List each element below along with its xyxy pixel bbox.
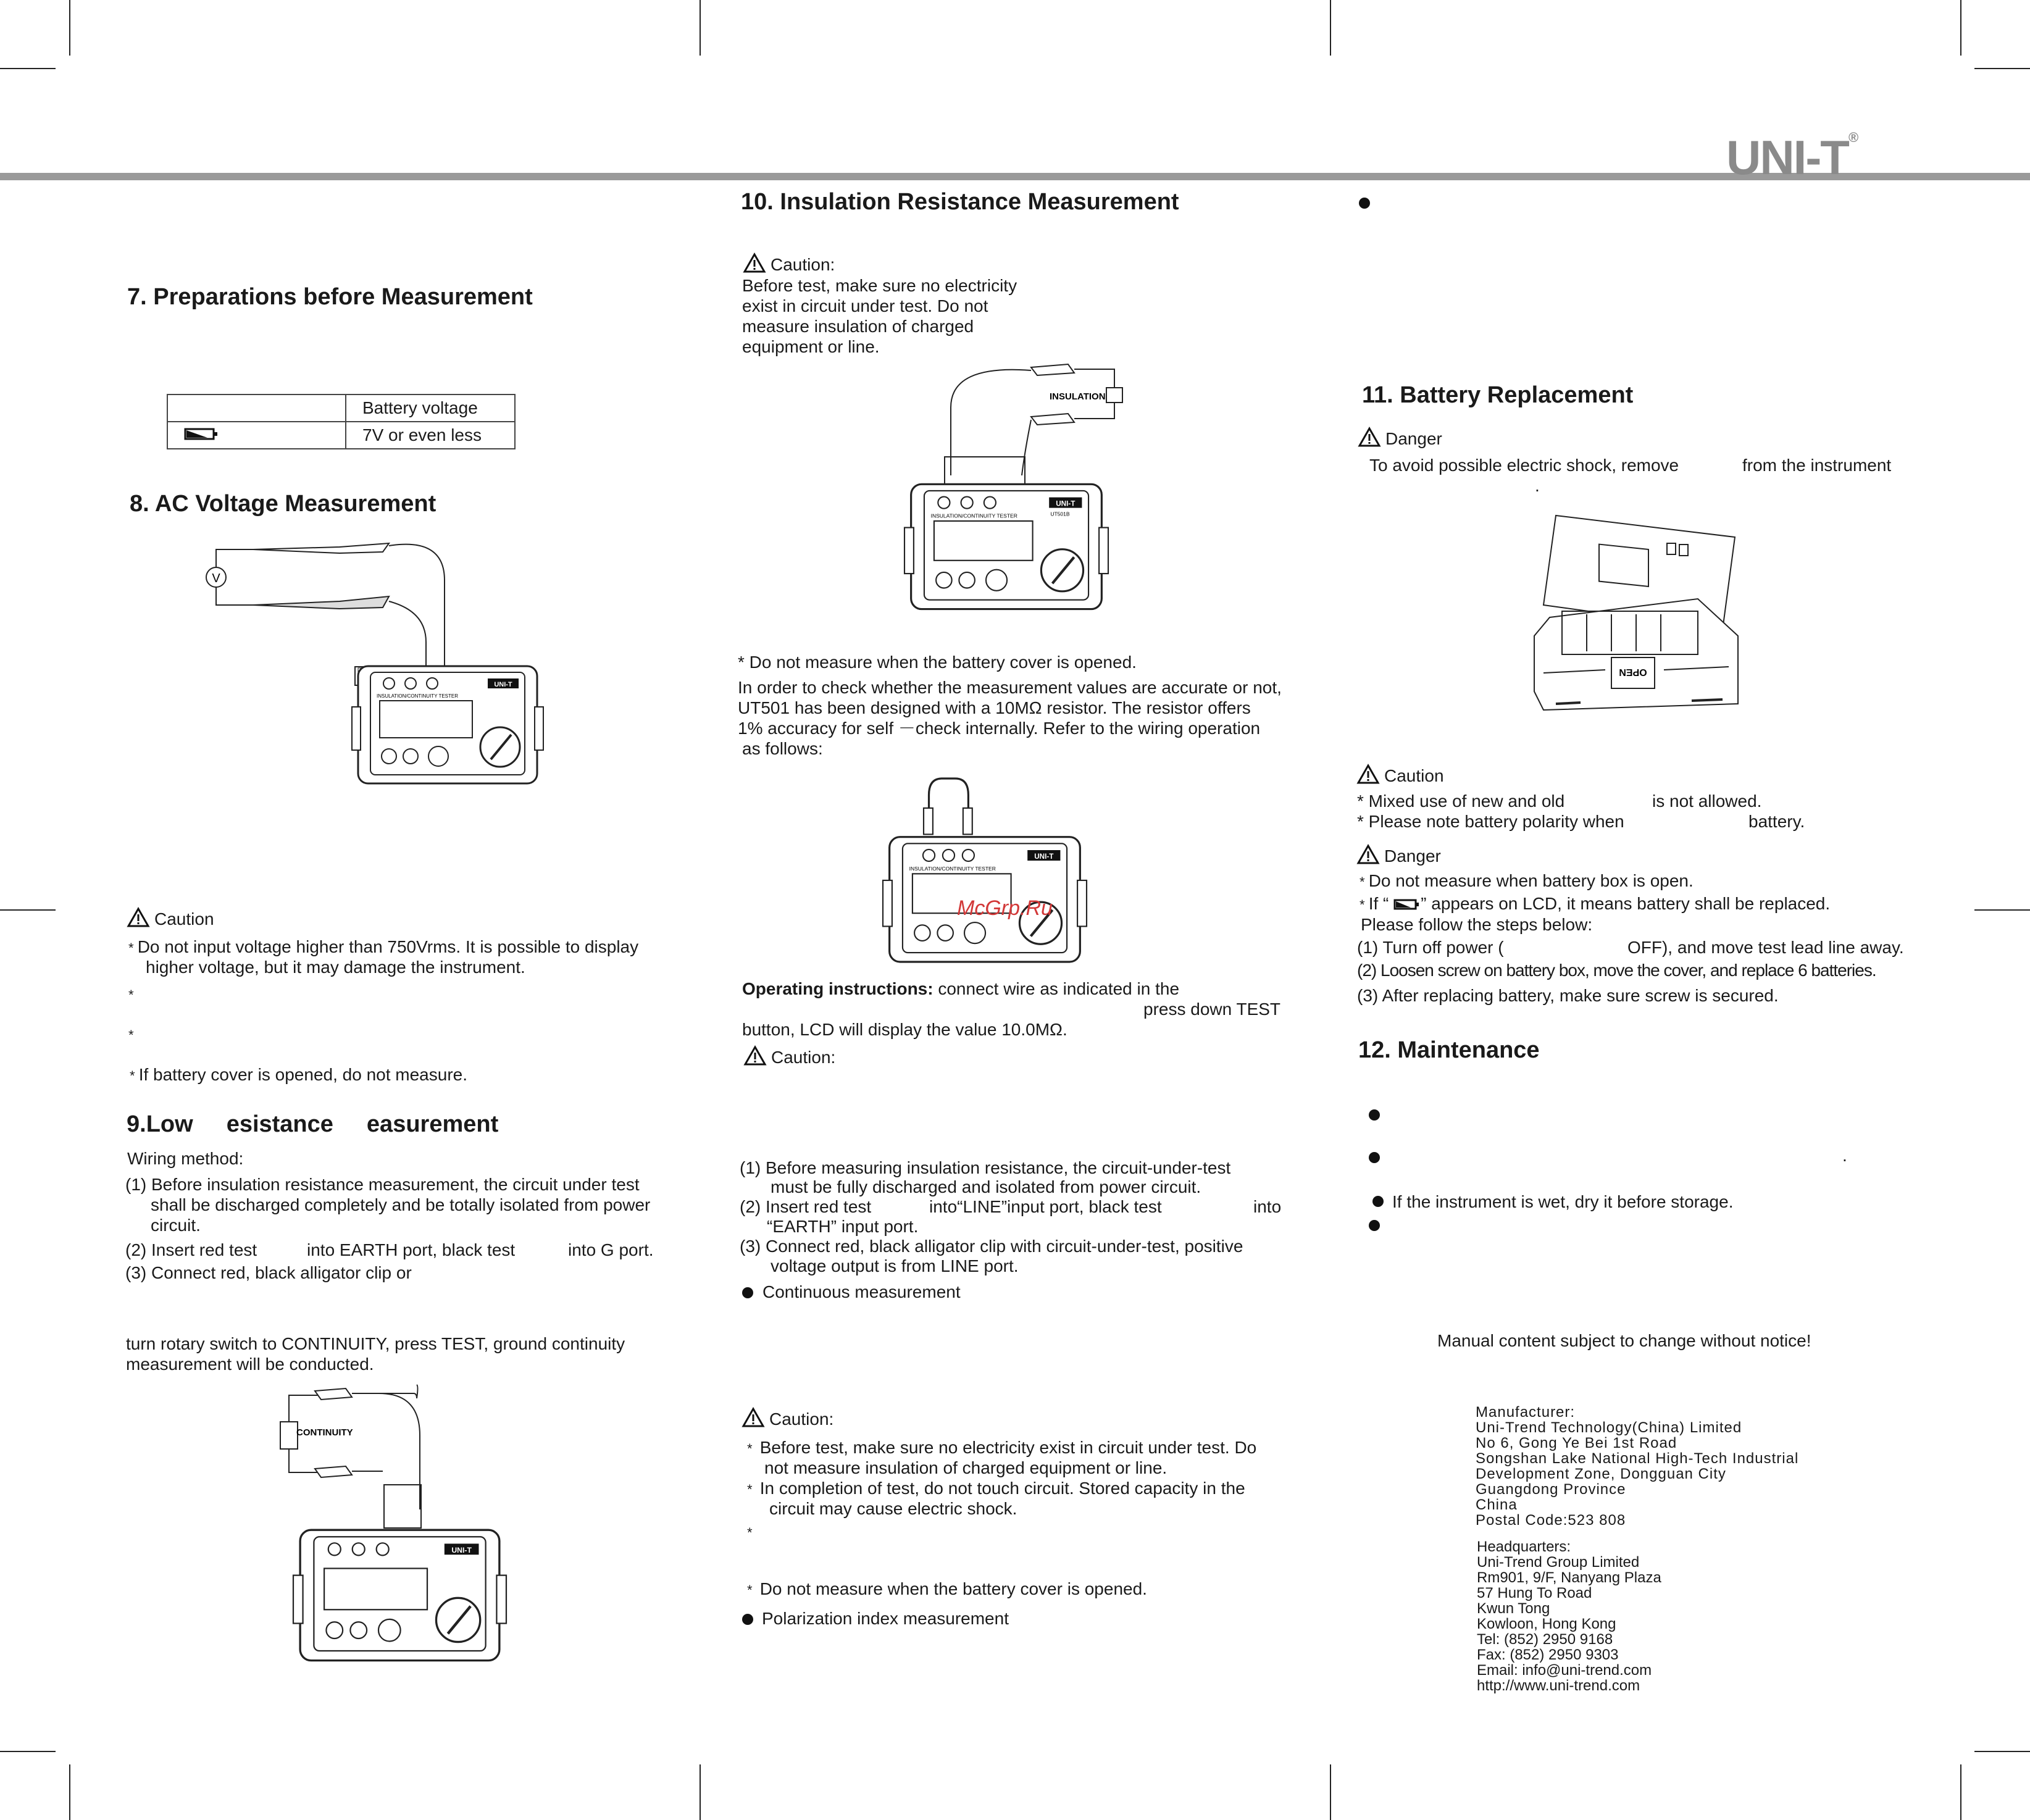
continuous-measurement: Continuous measurement xyxy=(762,1282,961,1301)
selfcheck-diagram xyxy=(883,775,1087,966)
crop-mark xyxy=(1974,1751,2030,1752)
danger-item: * If “ ” appears on LCD, it means battery shall be replaced. xyxy=(1360,894,1831,913)
low-battery-icon xyxy=(1393,898,1421,911)
tester-device xyxy=(904,482,1108,613)
danger-text-end: from the instrument xyxy=(1742,456,1892,475)
replace-step-3: (3) After replacing battery, make sure screw is secured. xyxy=(1357,986,1779,1005)
crop-mark xyxy=(1974,68,2030,69)
wiring-step-1-cont: shall be discharged completely and be totally isolated from power xyxy=(151,1195,651,1214)
operating-instructions-cont: press down TEST xyxy=(1143,1000,1281,1019)
bullet-dot xyxy=(1369,1152,1380,1163)
crop-mark xyxy=(1330,0,1331,56)
svg-text:UNI-T: UNI-T xyxy=(1034,852,1054,861)
svg-text:INSULATION/CONTINUITY TESTER: INSULATION/CONTINUITY TESTER xyxy=(909,866,996,872)
battery-compartment-diagram xyxy=(1531,512,1741,716)
bullet-dot xyxy=(1369,1220,1380,1231)
crop-mark xyxy=(69,0,70,56)
caution-heading: Caution xyxy=(1357,764,1444,786)
insulation-label: INSULATION xyxy=(1050,391,1106,402)
caution-item: * Do not input voltage higher than 750Vrms. It is possible to display xyxy=(128,937,639,956)
brand-logo: UNI-T® xyxy=(1726,130,1858,185)
warning-icon xyxy=(1357,845,1379,864)
bullet-dot xyxy=(742,1614,753,1625)
table-header: Battery voltage xyxy=(346,394,515,422)
caution-heading: Caution: xyxy=(743,253,835,275)
caution-item-end: battery. xyxy=(1748,812,1805,831)
danger-item: * Do not measure when battery box is open. xyxy=(1360,871,1694,890)
watermark: McGrp.Ru xyxy=(957,896,1053,920)
crop-mark xyxy=(69,1764,70,1820)
continuity-label: CONTINUITY xyxy=(296,1427,353,1438)
insulation-step-3: (3) Connect red, black alligator clip with circuit-under-test, positive xyxy=(740,1237,1243,1256)
continuity-text: turn rotary switch to CONTINUITY, press TEST, ground continuity xyxy=(126,1334,625,1353)
selfcheck-text: In order to check whether the measurement values are accurate or not, xyxy=(738,678,1282,697)
warning-icon xyxy=(1357,764,1379,784)
caution-text: Before test, make sure no electricity xyxy=(742,276,1017,295)
caution-item-cont: not measure insulation of charged equipment or line. xyxy=(764,1458,1167,1477)
crop-mark xyxy=(700,0,701,56)
headquarters-address: Headquarters: Uni-Trend Group Limited Rm901, 9/F, Nanyang Plaza 57 Hung To Road Kwun Tong Kowloon, Hong Kong Tel: (852) 2950 9168 Fax: (852) 2950 9303 Email: info@uni-trend.com http://www.uni-trend.com xyxy=(1477,1538,1661,1694)
wiring-step-2-mid: into EARTH port, black test xyxy=(307,1240,516,1259)
danger-text: Please follow the steps below: xyxy=(1361,915,1593,934)
insulation-step-1: (1) Before measuring insulation resistance, the circuit-under-test xyxy=(740,1158,1231,1177)
insulation-step-2: (2) Insert red test xyxy=(740,1197,872,1216)
selfcheck-text: 1% accuracy for self －check internally. Refer to the wiring operation xyxy=(738,719,1261,738)
caution-item-cont: circuit may cause electric shock. xyxy=(769,1499,1017,1518)
change-notice: Manual content subject to change without notice! xyxy=(1437,1331,1811,1350)
manufacturer-address: Manufacturer: Uni-Trend Technology(China) Limited No 6, Gong Ye Bei 1st Road Songshan Lake National High-Tech Industrial Development Zone, Dongguan City Guangdong Province China Postal Code:523 808 xyxy=(1476,1404,1799,1529)
table-cell-icon xyxy=(167,422,346,449)
caution-item: * Please note battery polarity when xyxy=(1357,812,1624,831)
section-11-title: 11. Battery Replacement xyxy=(1362,382,1634,408)
caution-item-end: is not allowed. xyxy=(1652,791,1762,811)
caution-bullet: * xyxy=(128,1027,134,1043)
wiring-step-1-cont: circuit. xyxy=(151,1216,201,1235)
caution-text: equipment or line. xyxy=(742,337,880,356)
wiring-method: Wiring method: xyxy=(127,1149,244,1168)
continuity-diagram xyxy=(278,1386,525,1528)
caution-heading: Caution: xyxy=(742,1408,833,1429)
crop-mark xyxy=(1974,909,2030,911)
crop-mark xyxy=(1960,0,1961,56)
insulation-step-1-cont: must be fully discharged and isolated from power circuit. xyxy=(771,1177,1201,1196)
insulation-diagram xyxy=(926,352,1130,494)
tester-device xyxy=(352,664,543,787)
warning-icon xyxy=(744,1046,766,1066)
header-rule xyxy=(0,173,2030,180)
warning-icon xyxy=(743,253,766,273)
caution-item: * Mixed use of new and old xyxy=(1357,791,1565,811)
warning-icon xyxy=(127,908,149,927)
caution-text: measure insulation of charged xyxy=(742,317,974,336)
svg-text:INSULATION/CONTINUITY TESTER: INSULATION/CONTINUITY TESTER xyxy=(930,512,1017,519)
caution-heading: Caution: xyxy=(744,1046,835,1067)
table-cell-empty xyxy=(167,394,346,422)
caution-item: * If battery cover is opened, do not measure. xyxy=(130,1065,467,1084)
maintenance-wet: If the instrument is wet, dry it before storage. xyxy=(1392,1192,1734,1211)
caution-item: * Before test, make sure no electricity exist in circuit under test. Do xyxy=(747,1438,1257,1457)
svg-text:UNI-T: UNI-T xyxy=(494,681,512,688)
caution-item: * Do not measure when the battery cover is opened. xyxy=(747,1579,1147,1598)
crop-mark xyxy=(1330,1764,1331,1820)
selfcheck-text: UT501 has been designed with a 10MΩ resistor. The resistor offers xyxy=(738,698,1251,717)
svg-text:INSULATION/CONTINUITY TESTER: INSULATION/CONTINUITY TESTER xyxy=(377,693,459,699)
danger-text-cont: . xyxy=(1535,476,1540,495)
polarization-index: Polarization index measurement xyxy=(762,1609,1009,1628)
wiring-step-1: (1) Before insulation resistance measurement, the circuit under test xyxy=(125,1175,640,1194)
bullet-dot xyxy=(1369,1109,1380,1121)
section-9-title: 9.Low esistance easurement xyxy=(127,1111,499,1137)
tester-device xyxy=(293,1525,506,1667)
warning-icon xyxy=(742,1408,764,1427)
wiring-step-2: (2) Insert red test xyxy=(125,1240,257,1259)
danger-text: To avoid possible electric shock, remove xyxy=(1369,456,1679,475)
section-7-title: 7. Preparations before Measurement xyxy=(127,284,533,310)
replace-step-1: (1) Turn off power ( xyxy=(1357,938,1504,957)
caution-text: exist in circuit under test. Do not xyxy=(742,296,988,315)
crop-mark xyxy=(0,68,56,69)
insulation-step-2-mid: into“LINE”input port, black test xyxy=(929,1197,1162,1216)
battery-table xyxy=(167,394,516,449)
danger-heading: Danger xyxy=(1357,845,1441,866)
continuity-text-cont: measurement will be conducted. xyxy=(126,1355,374,1374)
open-label: OPEN xyxy=(1619,667,1647,677)
operating-instructions: Operating instructions: connect wire as indicated in the xyxy=(742,979,1180,998)
crop-mark xyxy=(0,909,56,911)
svg-text:UNI-T: UNI-T xyxy=(1056,499,1076,508)
svg-text:UNI-T: UNI-T xyxy=(451,1545,472,1555)
caution-heading: Caution xyxy=(127,908,214,929)
wiring-step-3: (3) Connect red, black alligator clip or xyxy=(125,1263,412,1282)
caution-item: * In completion of test, do not touch circuit. Stored capacity in the xyxy=(747,1479,1245,1498)
svg-text:UT501B: UT501B xyxy=(1050,511,1070,517)
bullet-dot xyxy=(742,1287,753,1298)
crop-mark xyxy=(1960,1764,1961,1820)
replace-step-2: (2) Loosen screw on battery box, move the cover, and replace 6 batteries. xyxy=(1357,961,1876,980)
caution-bullet: * xyxy=(747,1525,753,1540)
bullet-dot xyxy=(1359,198,1370,209)
section-10-title: 10. Insulation Resistance Measurement xyxy=(741,189,1179,215)
insulation-step-3-cont: voltage output is from LINE port. xyxy=(771,1256,1019,1275)
insulation-step-2-cont: “EARTH” input port. xyxy=(767,1217,919,1236)
bullet-dot xyxy=(1372,1196,1384,1207)
caution-bullet: * xyxy=(128,987,134,1003)
caution-item-cont: higher voltage, but it may damage the instrument. xyxy=(146,958,525,977)
table-value: 7V or even less xyxy=(346,422,515,449)
crop-mark xyxy=(0,1751,56,1752)
replace-step-1-end: OFF), and move test lead line away. xyxy=(1627,938,1904,957)
crop-mark xyxy=(700,1764,701,1820)
selfcheck-text: as follows: xyxy=(742,739,823,758)
insulation-step-2-end: into xyxy=(1253,1197,1282,1216)
warning-icon xyxy=(1358,427,1380,447)
low-battery-icon xyxy=(184,427,221,441)
maintenance-text-end: . xyxy=(1842,1146,1847,1165)
meter-label: V xyxy=(212,572,220,585)
section-8-title: 8. AC Voltage Measurement xyxy=(130,491,436,517)
operating-instructions-cont: button, LCD will display the value 10.0MΩ. xyxy=(742,1020,1067,1039)
danger-heading: Danger xyxy=(1358,427,1442,449)
battery-cover-note: * Do not measure when the battery cover is opened. xyxy=(738,653,1137,672)
section-12-title: 12. Maintenance xyxy=(1358,1037,1540,1063)
wiring-step-2-end: into G port. xyxy=(568,1240,654,1259)
